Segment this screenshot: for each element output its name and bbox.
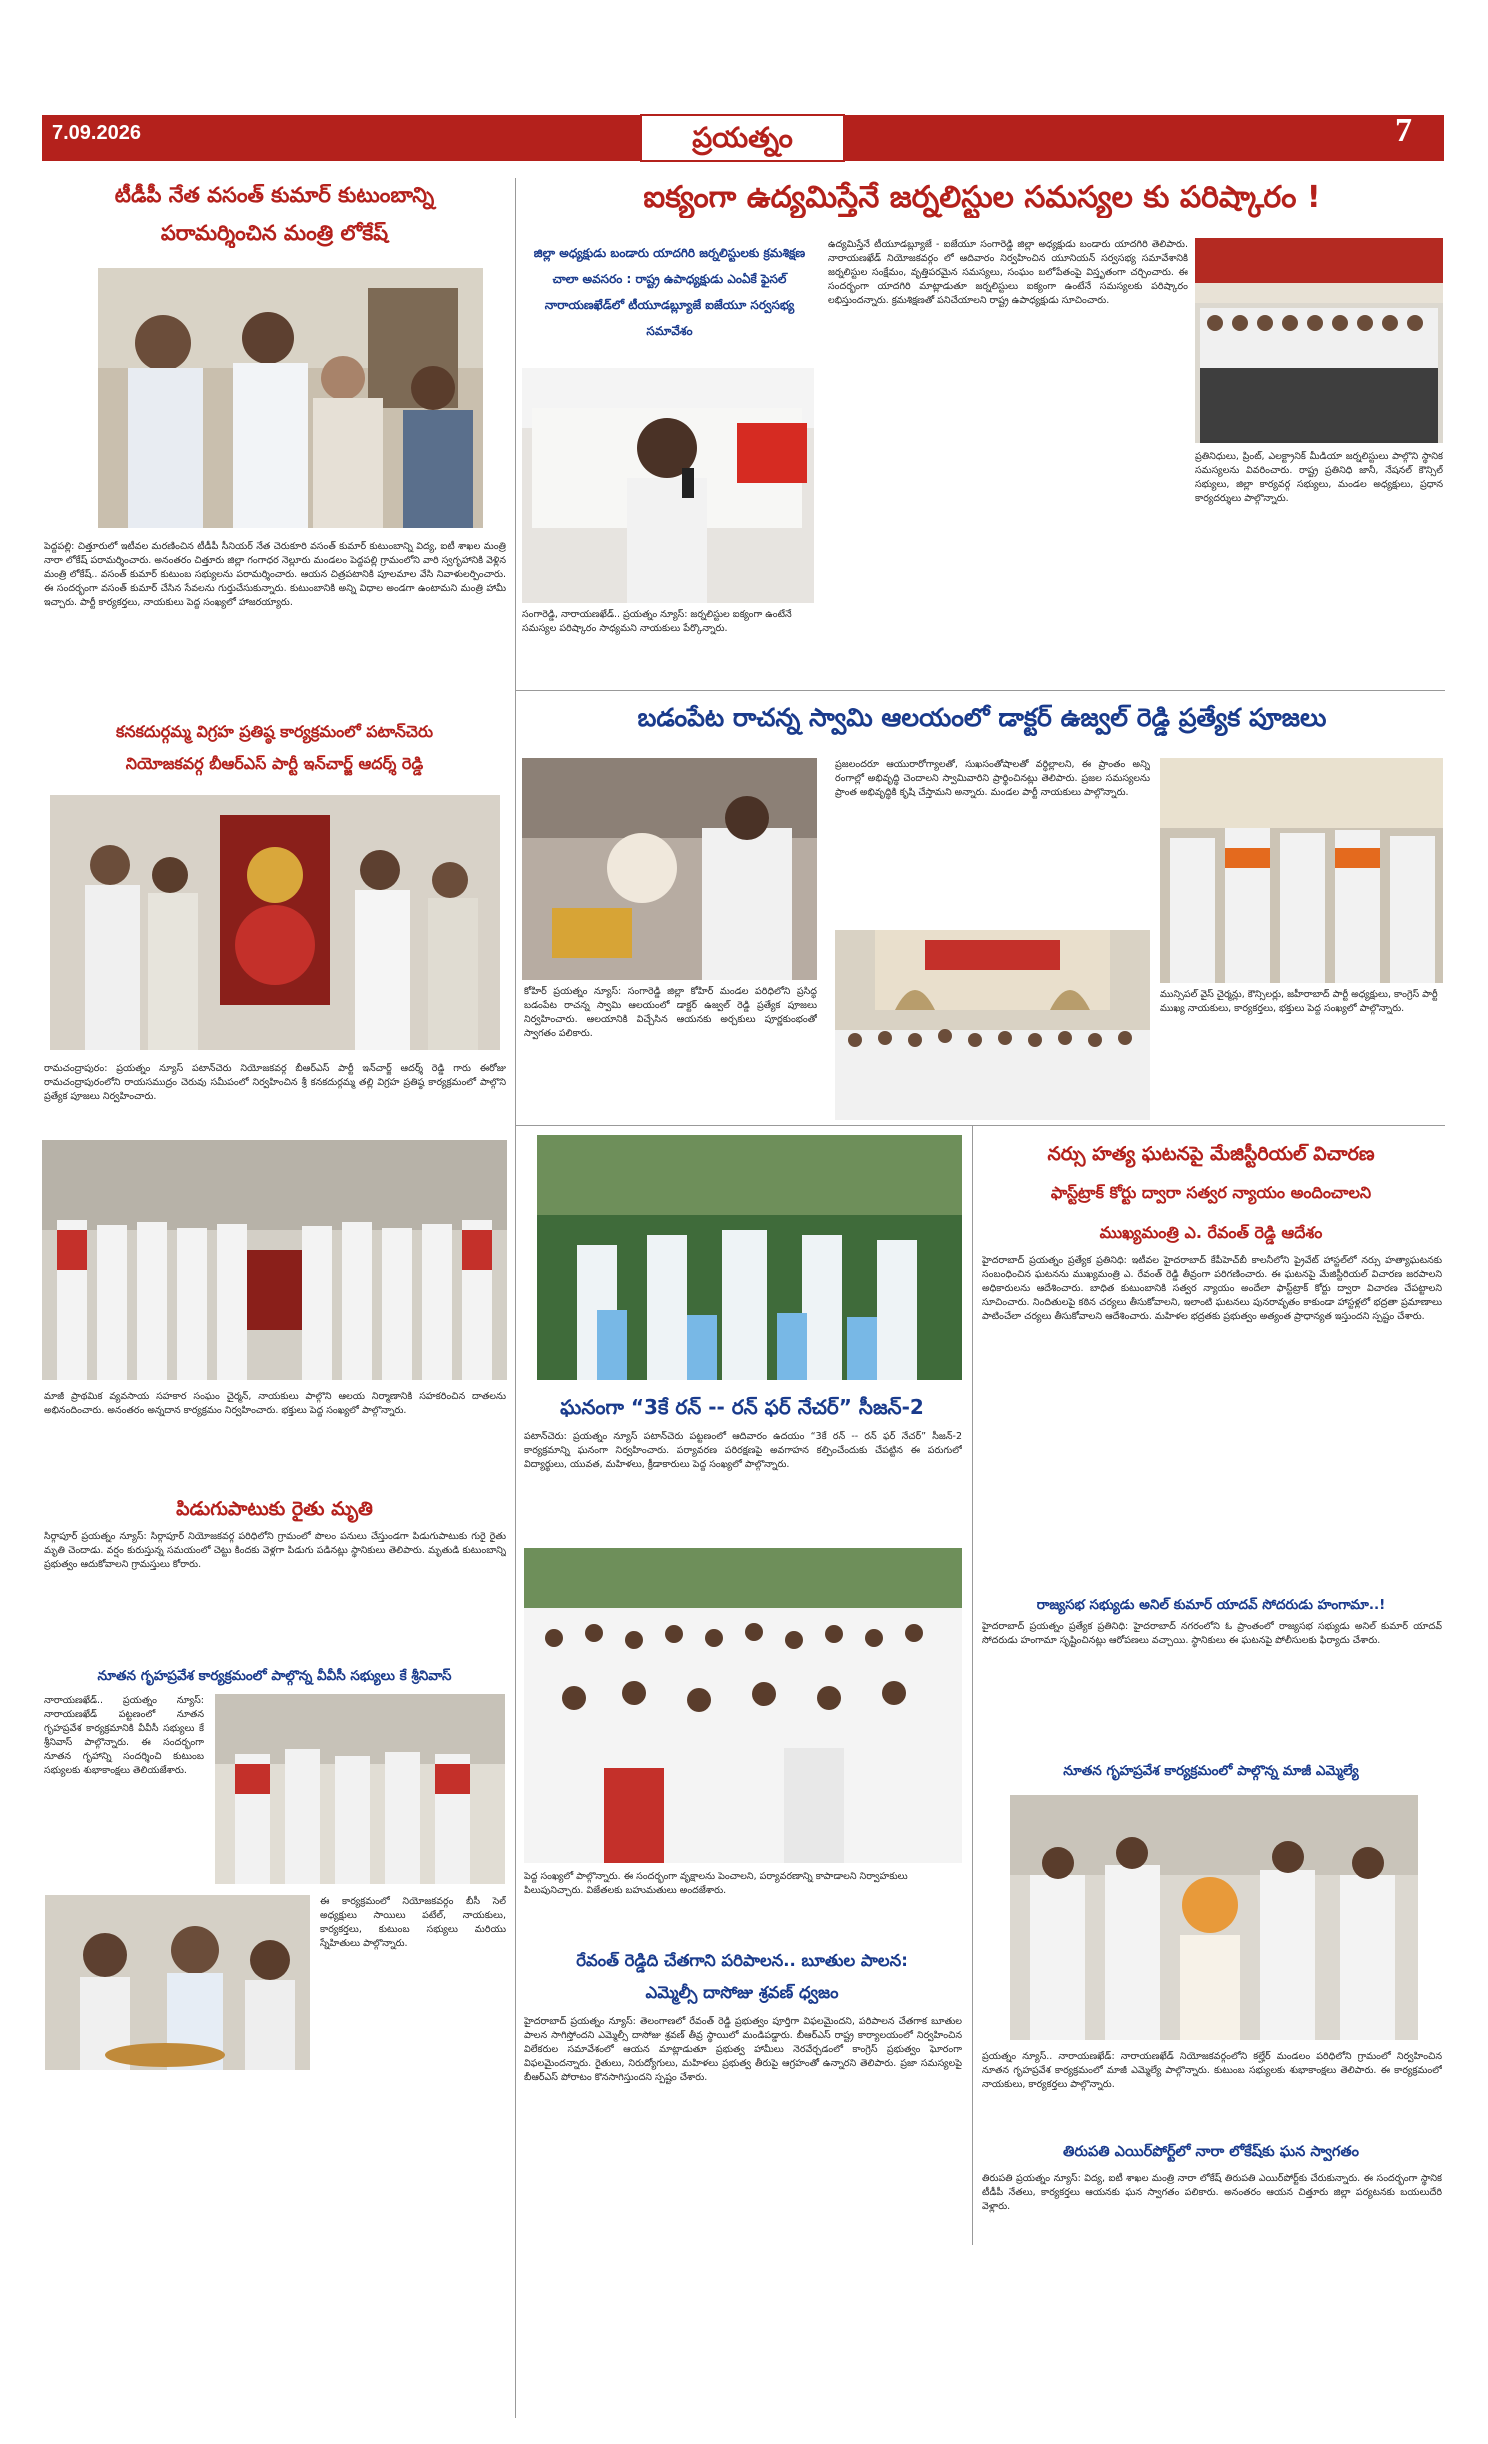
run-photo-1 bbox=[537, 1135, 962, 1380]
housewarming2-headline: నూతన గృహప్రవేశ కార్యక్రమంలో పాల్గొన్న మాజీ ఎమ్మెల్యే bbox=[1063, 1763, 1359, 1779]
run-crowd-photo bbox=[524, 1548, 962, 1863]
housewarming2-body: ప్రయత్నం న్యూస్.. నారాయణఖేడ్: నారాయణఖేడ్ నియోజకవర్గంలోని కల్హేర్ మండలం పరిధిలోని గ్రామంలో నిర్వహించిన నూతన గృహప్రవేశ కార్యక్రమంలో మాజీ ఎమ్మెల్యే పాల్గొన్నారు. కుటుంబ సభ్యులకు శుభాకాంక్షలు తెలిపారు. ఈ కార్యక్రమంలో నాయకులు, కార్యకర్తలు పాల్గొన్నారు. bbox=[982, 2051, 1442, 2090]
journalists-headline: ఐక్యంగా ఉద్యమిస్తేనే జర్నలిస్టుల సమస్యల కు పరిష్కారం ! bbox=[643, 180, 1321, 215]
journalists-subhead: జిల్లా అధ్యక్షుడు బండారు యాదగిరి జర్నలిస్టులకు క్రమశిక్షణ చాలా అవసరం : రాష్ట్ర ఉపాధ్యక్షుడు ఎంఏకే ఫైసల్ నారాయణఖేడ్‌లో టీయూడబ్ల్యూజే ఐజేయూ సర్వసభ్య సమావేశం bbox=[533, 246, 806, 338]
housewarming1-headline: నూతన గృహప్రవేశ కార్యక్రమంలో పాల్గొన్న వీవీసీ సభ్యులు కే శ్రీనివాస్ bbox=[97, 1668, 452, 1684]
lokesh-headline-1: టీడీపీ నేత వసంత్ కుమార్ కుటుంబాన్ని bbox=[114, 183, 435, 207]
badampet-headline: బడంపేట రాచన్న స్వామి ఆలయంలో డాక్టర్ ఉజ్వల్ రెడ్డి ప్రత్యేక పూజలు bbox=[637, 703, 1327, 732]
revanth-body: హైదరాబాద్ ప్రయత్నం న్యూస్: తెలంగాణలో రేవంత్ రెడ్డి ప్రభుత్వం పూర్తిగా విఫలమైందని, పరిపాలన చేతగాక బూతుల పాలన సాగిస్తోందని ఎమ్మెల్సీ దాసోజు శ్రవణ్ తీవ్ర స్థాయిలో మండిపడ్డారు. బీఆర్ఎస్ రాష్ట్ర కార్యాలయంలో నిర్వహించిన విలేకరుల సమావేశంలో ఆయన మాట్లాడుతూ ప్రభుత్వ హామీలు నెరవేర్చడంలో కాంగ్రెస్ ప్రభుత్వం ఘోరంగా విఫలమైందన్నారు. రైతులు, నిరుద్యోగులు, మహిళలు ప్రభుత్వ తీరుపై ఆగ్రహంతో ఉన్నారని తెలిపారు. ప్రజా సమస్యలపై బీఆర్ఎస్ పోరాటం కొనసాగిస్తుందని స్పష్టం చేశారు. bbox=[524, 2016, 962, 2083]
lightning-body: సిర్గాపూర్ ప్రయత్నం న్యూస్: సిర్గాపూర్ నియోజకవర్గ పరిధిలోని గ్రామంలో పొలం పనులు చేస్తుండగా పిడుగుపాటుకు గురై రైతు మృతి చెందాడు. వర్షం కురుస్తున్న సమయంలో చెట్టు కిందకు వెళ్లగా పిడుగు పడినట్లు స్థానికులు తెలిపారు. మృతుడి కుటుంబాన్ని ప్రభుత్వం ఆదుకోవాలని గ్రామస్తులు కోరారు. bbox=[44, 1531, 506, 1570]
adarsh-headline-2: నియోజకవర్గ బీఆర్ఎస్ పార్టీ ఇన్‌చార్జ్ ఆదర్శ్ రెడ్డి bbox=[125, 754, 424, 773]
adarsh-body: రామచంద్రాపురం: ప్రయత్నం న్యూస్ పటాన్‌చెరు నియోజకవర్గ బీఆర్ఎస్ పార్టీ ఇన్‌చార్జ్ ఆదర్శ్ రెడ్డి గారు ఈరోజు రామచంద్రాపురంలోని రాయసముద్రం చెరువు సమీపంలో నిర్వహించిన శ్రీ కనకదుర్గమ్మ తల్లి విగ్రహ ప్రతిష్ఠ కార్యక్రమంలో పాల్గొని ప్రత్యేక పూజలు నిర్వహించారు. bbox=[44, 1063, 506, 1102]
tirupati-headline: తిరుపతి ఎయిర్‌పోర్ట్‌లో నారా లోకేష్‌కు ఘన స్వాగతం bbox=[1062, 2144, 1359, 2160]
housewarming1-body-1: నారాయణఖేడ్.. ప్రయత్నం న్యూస్: నారాయణఖేడ్ పట్టణంలో నూతన గృహప్రవేశ కార్యక్రమానికి వీవీసీ సభ్యులు కే శ్రీనివాస్ పాల్గొన్నారు. ఈ సందర్భంగా నూతన గృహాన్ని సందర్శించి కుటుంబ సభ్యులకు శుభాకాంక్షలు తెలియజేశారు. bbox=[44, 1695, 204, 1776]
issue-date: 7.09.2026 bbox=[52, 122, 141, 144]
section-rule bbox=[515, 1125, 1445, 1126]
column-rule bbox=[515, 178, 516, 2418]
revanth-headline-2: ఎమ్మెల్సీ దాసోజు శ్రవణ్ ధ్వజం bbox=[645, 1983, 839, 2002]
badampet-body-left: కోహిర్ ప్రయత్నం న్యూస్: సంగారెడ్డి జిల్లా కోహిర్ మండల పరిధిలోని ప్రసిద్ధ బడంపేట రాచన్న స్వామి ఆలయంలో డాక్టర్ ఉజ్వల్ రెడ్డి ప్రత్యేక పూజలు నిర్వహించారు. ఆలయానికి విచ్చేసిన ఆయనకు అర్చకులు పూర్ణకుంభంతో స్వాగతం పలికారు. bbox=[524, 986, 817, 1039]
housewarming2-photo bbox=[1010, 1795, 1418, 2040]
badampet-body-right: ప్రజలందరూ ఆయురారోగ్యాలతో, సుఖసంతోషాలతో వర్ధిల్లాలని, ఈ ప్రాంతం అన్ని రంగాల్లో అభివృద్ధి చెందాలని స్వామివారిని ప్రార్థించినట్లు తెలిపారు. ప్రజల సమస్యలను ప్రాంత అభివృద్ధికి కృషి చేస్తామని అన్నారు. మండల పార్టీ నాయకులు పాల్గొన్నారు. bbox=[835, 759, 1150, 798]
lokesh-photo bbox=[98, 268, 483, 528]
nurse-headline-3: ముఖ్యమంత్రి ఎ. రేవంత్ రెడ్డి ఆదేశం bbox=[1099, 1223, 1323, 1242]
nurse-headline-1: నర్సు హత్య ఘటనపై మేజిస్టీరియల్ విచారణ bbox=[1047, 1143, 1375, 1165]
journalists-caption: సంగారెడ్డి, నారాయణఖేడ్.. ప్రయత్నం న్యూస్: జర్నలిస్టుల ఐక్యంగా ఉంటేనే సమస్యల పరిష్కారం సాధ్యమని నాయకులు పేర్కొన్నారు. bbox=[522, 609, 792, 634]
journalists-body-2: ప్రతినిధులు, ప్రింట్, ఎలక్ట్రానిక్ మీడియా జర్నలిస్టులు పాల్గొని స్థానిక సమస్యలను వివరించారు. రాష్ట్ర ప్రతినిధి జానీ, నేషనల్ కౌన్సిల్ సభ్యులు, జిల్లా కార్యవర్గ సభ్యులు, మండల అధ్యక్షులు, ప్రధాన కార్యదర్శులు పాల్గొన్నారు. bbox=[1195, 451, 1443, 504]
badampet-caption: మున్సిపల్ వైస్ చైర్మన్లు, కౌన్సిలర్లు, జహీరాబాద్ పార్టీ అధ్యక్షులు, కాంగ్రెస్ పార్టీ ముఖ్య నాయకులు, కార్యకర్తలు, భక్తులు పెద్ద సంఖ్యలో పాల్గొన్నారు. bbox=[1160, 989, 1438, 1014]
column-rule bbox=[972, 1125, 973, 2245]
adarsh-headline-1: కనకదుర్గమ్మ విగ్రహ ప్రతిష్ఠ కార్యక్రమంలో పటాన్‌చెరు bbox=[115, 722, 433, 741]
journalists-photo bbox=[522, 368, 814, 603]
lokesh-headline-2: పరామర్శించిన మంత్రి లోకేష్ bbox=[160, 221, 389, 245]
journalists-group-photo bbox=[1195, 238, 1443, 443]
run-body: పటాన్‌చెరు: ప్రయత్నం న్యూస్ పటాన్‌చెరు పట్టణంలో ఆదివారం ఉదయం “3కే రన్ -- రన్ ఫర్ నేచర్” సీజన్-2 కార్యక్రమాన్ని ఘనంగా నిర్వహించారు. పర్యావరణ పరిరక్షణపై అవగాహన కల్పించేందుకు చేపట్టిన ఈ పరుగులో విద్యార్థులు, యువత, మహిళలు, క్రీడాకారులు పెద్ద సంఖ్యలో పాల్గొన్నారు. bbox=[524, 1431, 962, 1470]
adarsh-caption: మాజీ ప్రాథమిక వ్యవసాయ సహకార సంఘం చైర్మన్, నాయకులు పాల్గొని ఆలయ నిర్మాణానికి సహకరించిన దాతలను అభినందించారు. అనంతరం అన్నదాన కార్యక్రమం నిర్వహించారు. భక్తులు పెద్ద సంఖ్యలో పాల్గొన్నారు. bbox=[44, 1391, 506, 1416]
journalists-body-1: ఉద్యమిస్తేనే టీయూడబ్ల్యూజే - ఐజేయూ సంగారెడ్డి జిల్లా అధ్యక్షుడు బండారు యాదగిరి తెలిపారు. నారాయణఖేడ్ నియోజకవర్గం లో ఆదివారం నిర్వహించిన యూనియన్ సర్వసభ్య సమావేశానికి జర్నలిస్టుల సంక్షేమం, వృత్తిపరమైన సమస్యలు, సంఘం బలోపేతంపై విస్తృతంగా చర్చించారు. ఈ సందర్భంగా యాదగిరి మాట్లాడుతూ జర్నలిస్టులు ఐక్యంగా ఉంటేనే సమస్యలకు పరిష్కారం లభిస్తుందన్నారు. క్రమశిక్షణతో పనిచేయాలని రాష్ట్ర ఉపాధ్యక్షుడు సూచించారు. bbox=[828, 239, 1188, 306]
run-caption: పెద్ద సంఖ్యలో పాల్గొన్నారు. ఈ సందర్భంగా వృక్షాలను పెంచాలని, పర్యావరణాన్ని కాపాడాలని నిర్వాహకులు పిలుపునిచ్చారు. విజేతలకు బహుమతులు అందజేశారు. bbox=[524, 1871, 908, 1896]
tirupati-body: తిరుపతి ప్రయత్నం న్యూస్: విద్య, ఐటీ శాఖల మంత్రి నారా లోకేష్ తిరుపతి ఎయిర్‌పోర్ట్‌కు చేరుకున్నారు. ఈ సందర్భంగా స్థానిక టీడీపీ నేతలు, కార్యకర్తలు ఆయనకు ఘన స్వాగతం పలికారు. అనంతరం ఆయన చిత్తూరు జిల్లా పర్యటనకు బయలుదేరి వెళ్లారు. bbox=[982, 2173, 1442, 2212]
housewarming1-photo bbox=[215, 1694, 505, 1884]
revanth-headline-1: రేవంత్ రెడ్డిది చేతగాని పరిపాలన.. బూతుల పాలన: bbox=[576, 1951, 908, 1970]
nurse-body-2: హైదరాబాద్ ప్రయత్నం ప్రత్యేక ప్రతినిధి: హైదరాబాద్ నగరంలోని ఓ ప్రాంతంలో రాజ్యసభ సభ్యుడు అనిల్ కుమార్ యాదవ్ సోదరుడు హంగామా సృష్టించినట్లు ఆరోపణలు వచ్చాయి. స్థానికులు ఈ ఘటనపై పోలీసులకు ఫిర్యాదు చేశారు. bbox=[982, 1621, 1442, 1646]
nurse-headline-2: ఫాస్ట్‌ట్రాక్ కోర్టు ద్వారా సత్వర న్యాయం అందించాలని bbox=[1050, 1183, 1372, 1202]
page-number: 7 bbox=[1395, 112, 1412, 149]
newspaper-logo: ప్రయత్నం bbox=[640, 114, 845, 162]
nurse-body: హైదరాబాద్ ప్రయత్నం ప్రత్యేక ప్రతినిధి: ఇటీవల హైదరాబాద్ కేపీహెచ్‌బీ కాలనీలోని ప్రైవేట్ హాస్టల్‌లో నర్సు హత్యాఘటనకు సంబంధించిన ఘటనను ముఖ్యమంత్రి ఎ. రేవంత్ రెడ్డి తీవ్రంగా పరిగణించారు. ఈ ఘటనపై మేజిస్టీరియల్ విచారణ జరపాలని అధికారులను ఆదేశించారు. బాధిత కుటుంబానికి సత్వర న్యాయం అందేలా ఫాస్ట్‌ట్రాక్ కోర్టు ద్వారా విచారణ చేపట్టాలని సూచించారు. నిందితులపై కఠిన చర్యలు తీసుకోవాలని, ఇలాంటి ఘటనలు పునరావృతం కాకుండా హాస్టళ్లలో భద్రతా ప్రమాణాలు పాటించేలా చర్యలు తీసుకోవాలని ఆదేశించారు. మహిళల భద్రతకు ప్రభుత్వం అత్యంత ప్రాధాన్యత ఇస్తుందని స్పష్టం చేశారు. bbox=[982, 1255, 1442, 1322]
badampet-leaders-photo bbox=[1160, 758, 1443, 983]
badampet-temple-photo bbox=[835, 930, 1150, 1120]
nurse-subhead: రాజ్యసభ సభ్యుడు అనిల్ కుమార్ యాదవ్ సోదరుడు హంగామా..! bbox=[1036, 1597, 1386, 1613]
run-headline: ఘనంగా “3కే రన్ -- రన్ ఫర్ నేచర్” సీజన్-2 bbox=[560, 1395, 924, 1419]
housewarming1-body-2: ఈ కార్యక్రమంలో నియోజకవర్గం బీసీ సెల్ అధ్యక్షులు సాయిలు పటేల్, నాయకులు, కార్యకర్తలు, కుటుంబ సభ్యులు మరియు స్నేహితులు పాల్గొన్నారు. bbox=[320, 1896, 506, 1949]
section-rule bbox=[515, 690, 1445, 691]
housewarming1-photo-2 bbox=[45, 1895, 310, 2070]
lightning-headline: పిడుగుపాటుకు రైతు మృతి bbox=[176, 1498, 373, 1520]
lokesh-body: పెద్దపల్లి: చిత్తూరులో ఇటీవల మరణించిన టీడీపీ సీనియర్ నేత చెరుకూరి వసంత్ కుమార్ కుటుంబాన్ని విద్య, ఐటీ శాఖల మంత్రి నారా లోకేష్ పరామర్శించారు. అనంతరం చిత్తూరు జిల్లా గంగాధర నెల్లూరు మండలం పెద్దపల్లి గ్రామంలోని వారి స్వగృహానికి వెళ్లిన మంత్రి లోకేష్.. వసంత్ కుమార్ కుటుంబ సభ్యులను పరామర్శించారు. ఆయన చిత్రపటానికి పూలమాల వేసి నివాళులర్పించారు. ఈ సందర్భంగా వసంత్ కుమార్ చేసిన సేవలను గుర్తుచేసుకున్నారు. కుటుంబానికి అన్ని విధాల అండగా ఉంటామని మంత్రి హామీ ఇచ్చారు. పార్టీ కార్యకర్తలు, నాయకులు పెద్ద సంఖ్యలో హాజరయ్యారు. bbox=[44, 541, 506, 608]
badampet-puja-photo bbox=[522, 758, 817, 980]
adarsh-group-photo bbox=[42, 1140, 507, 1380]
adarsh-photo bbox=[50, 795, 500, 1050]
